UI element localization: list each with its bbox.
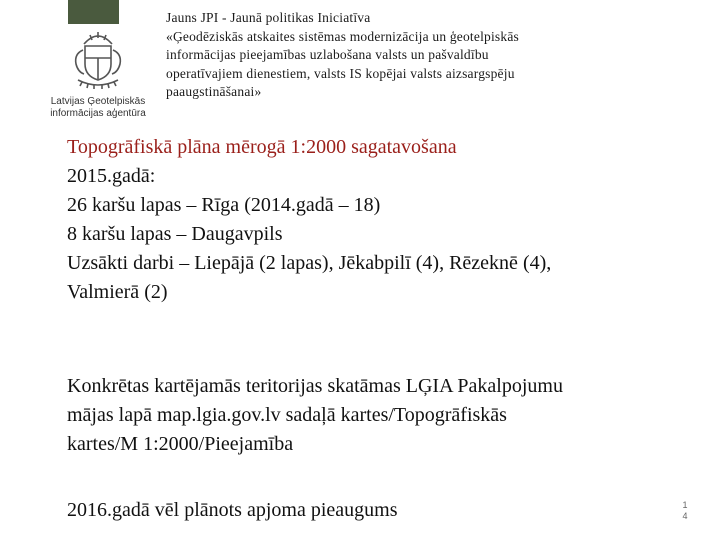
content-line-4: Uzsākti darbi – Liepājā (2 lapas), Jēkabpilī (4), Rēzeknē (4), <box>67 252 552 274</box>
page-number-digit-2: 4 <box>682 511 688 521</box>
slide-title: Topogrāfiskā plāna mērogā 1:2000 sagatavošana <box>67 136 457 158</box>
content-line-2: 26 karšu lapas – Rīga (2014.gadā – 18) <box>67 194 381 216</box>
plan-2016-paragraph <box>67 496 687 525</box>
logo-line-2: informācijas aģentūra <box>50 108 146 119</box>
decorative-green-bar <box>68 0 119 24</box>
page-number <box>679 500 691 522</box>
paragraph2-line-3: kartes/M 1:2000/Pieejamība <box>67 433 294 455</box>
map-availability-paragraph <box>67 372 687 459</box>
logo-caption <box>42 96 154 120</box>
agency-logo <box>42 30 154 122</box>
page-number-digit-1: 1 <box>682 500 688 510</box>
initiative-header <box>166 9 646 102</box>
paragraph3-line: 2016.gadā vēl plānots apjoma pieaugums <box>67 499 398 521</box>
header-line-1: Jauns JPI - Jaunā politikas Iniciatīva <box>166 10 371 25</box>
content-line-3: 8 karšu lapas – Daugavpils <box>67 223 283 245</box>
header-line-5: paaugstināšanai» <box>166 84 262 99</box>
paragraph2-line-1: Konkrētas kartējamās teritorijas skatāmas LĢIA Pakalpojumu <box>67 375 563 397</box>
logo-line-1: Latvijas Ģeotelpiskās <box>50 96 146 107</box>
header-line-3: informācijas pieejamības uzlabošana valsts un pašvaldību <box>166 47 489 62</box>
coat-of-arms-icon <box>70 30 126 92</box>
header-line-2: «Ģeodēziskās atskaites sistēmas modernizācija un ģeotelpiskās <box>166 28 519 44</box>
header-line-4: operatīvajiem dienestiem, valsts IS kopējai valsts aizsargspēju <box>166 65 515 81</box>
paragraph2-line-2: mājas lapā map.lgia.gov.lv sadaļā kartes/Topogrāfiskās <box>67 404 507 426</box>
content-line-1: 2015.gadā: <box>67 165 156 187</box>
content-line-5: Valmierā (2) <box>67 281 168 303</box>
main-content <box>67 133 687 307</box>
